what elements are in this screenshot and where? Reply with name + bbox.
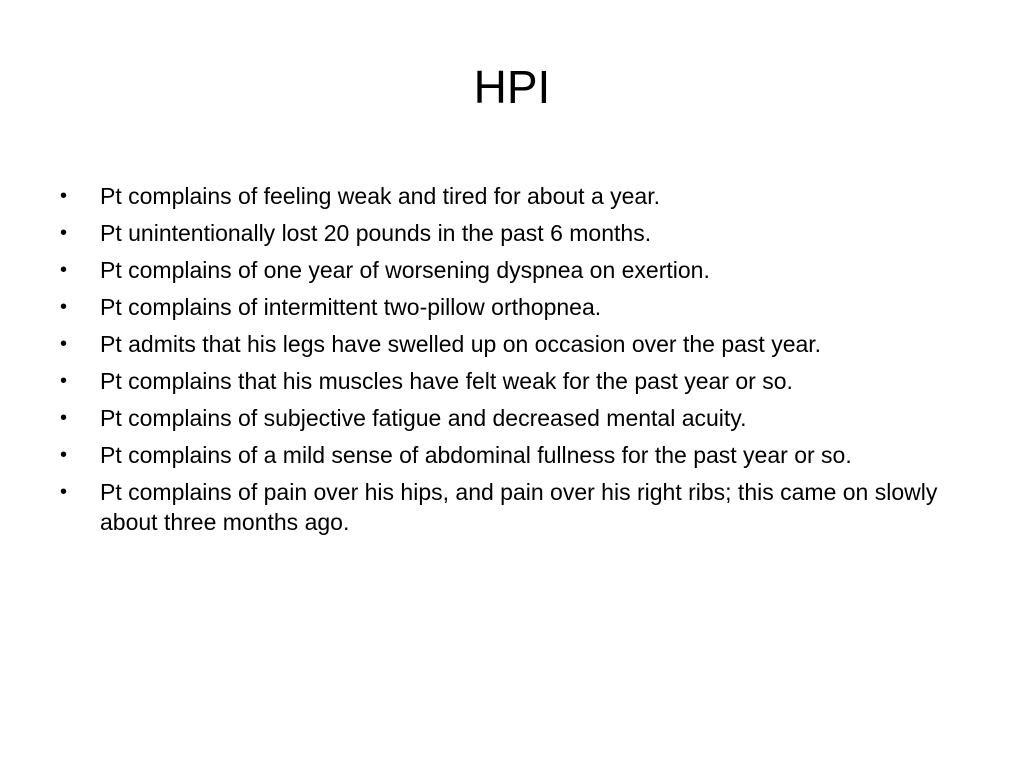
list-item <box>60 181 980 211</box>
list-item <box>60 440 980 470</box>
bullet-icon: • <box>60 444 68 466</box>
slide-title: HPI <box>473 61 551 113</box>
list-item <box>60 477 980 537</box>
list-item <box>60 218 980 248</box>
bullet-text: Pt complains of one year of worsening dyspnea on exertion. <box>100 257 710 283</box>
bullet-text: Pt unintentionally lost 20 pounds in the past 6 months. <box>100 220 652 246</box>
bullet-icon: • <box>60 370 68 392</box>
bullet-icon: • <box>60 296 68 318</box>
list-item <box>60 403 980 433</box>
bullet-icon: • <box>60 222 68 244</box>
bullet-icon: • <box>60 481 68 503</box>
bullet-text: Pt complains of pain over his hips, and pain over his right ribs; this came on slowly about three months ago. <box>100 479 938 535</box>
bullet-icon: • <box>60 259 68 281</box>
list-item <box>60 255 980 285</box>
bullet-list <box>60 181 980 544</box>
bullet-text: Pt complains of subjective fatigue and decreased mental acuity. <box>100 405 747 431</box>
bullet-text: Pt complains of feeling weak and tired for about a year. <box>100 183 660 209</box>
bullet-icon: • <box>60 407 68 429</box>
bullet-icon: • <box>60 185 68 207</box>
bullet-text: Pt complains of a mild sense of abdominal fullness for the past year or so. <box>100 442 852 468</box>
list-item <box>60 329 980 359</box>
bullet-icon: • <box>60 333 68 355</box>
bullet-text: Pt complains of intermittent two-pillow orthopnea. <box>100 294 602 320</box>
list-item <box>60 292 980 322</box>
list-item <box>60 366 980 396</box>
bullet-text: Pt admits that his legs have swelled up on occasion over the past year. <box>100 331 822 357</box>
bullet-text: Pt complains that his muscles have felt weak for the past year or so. <box>100 368 793 394</box>
